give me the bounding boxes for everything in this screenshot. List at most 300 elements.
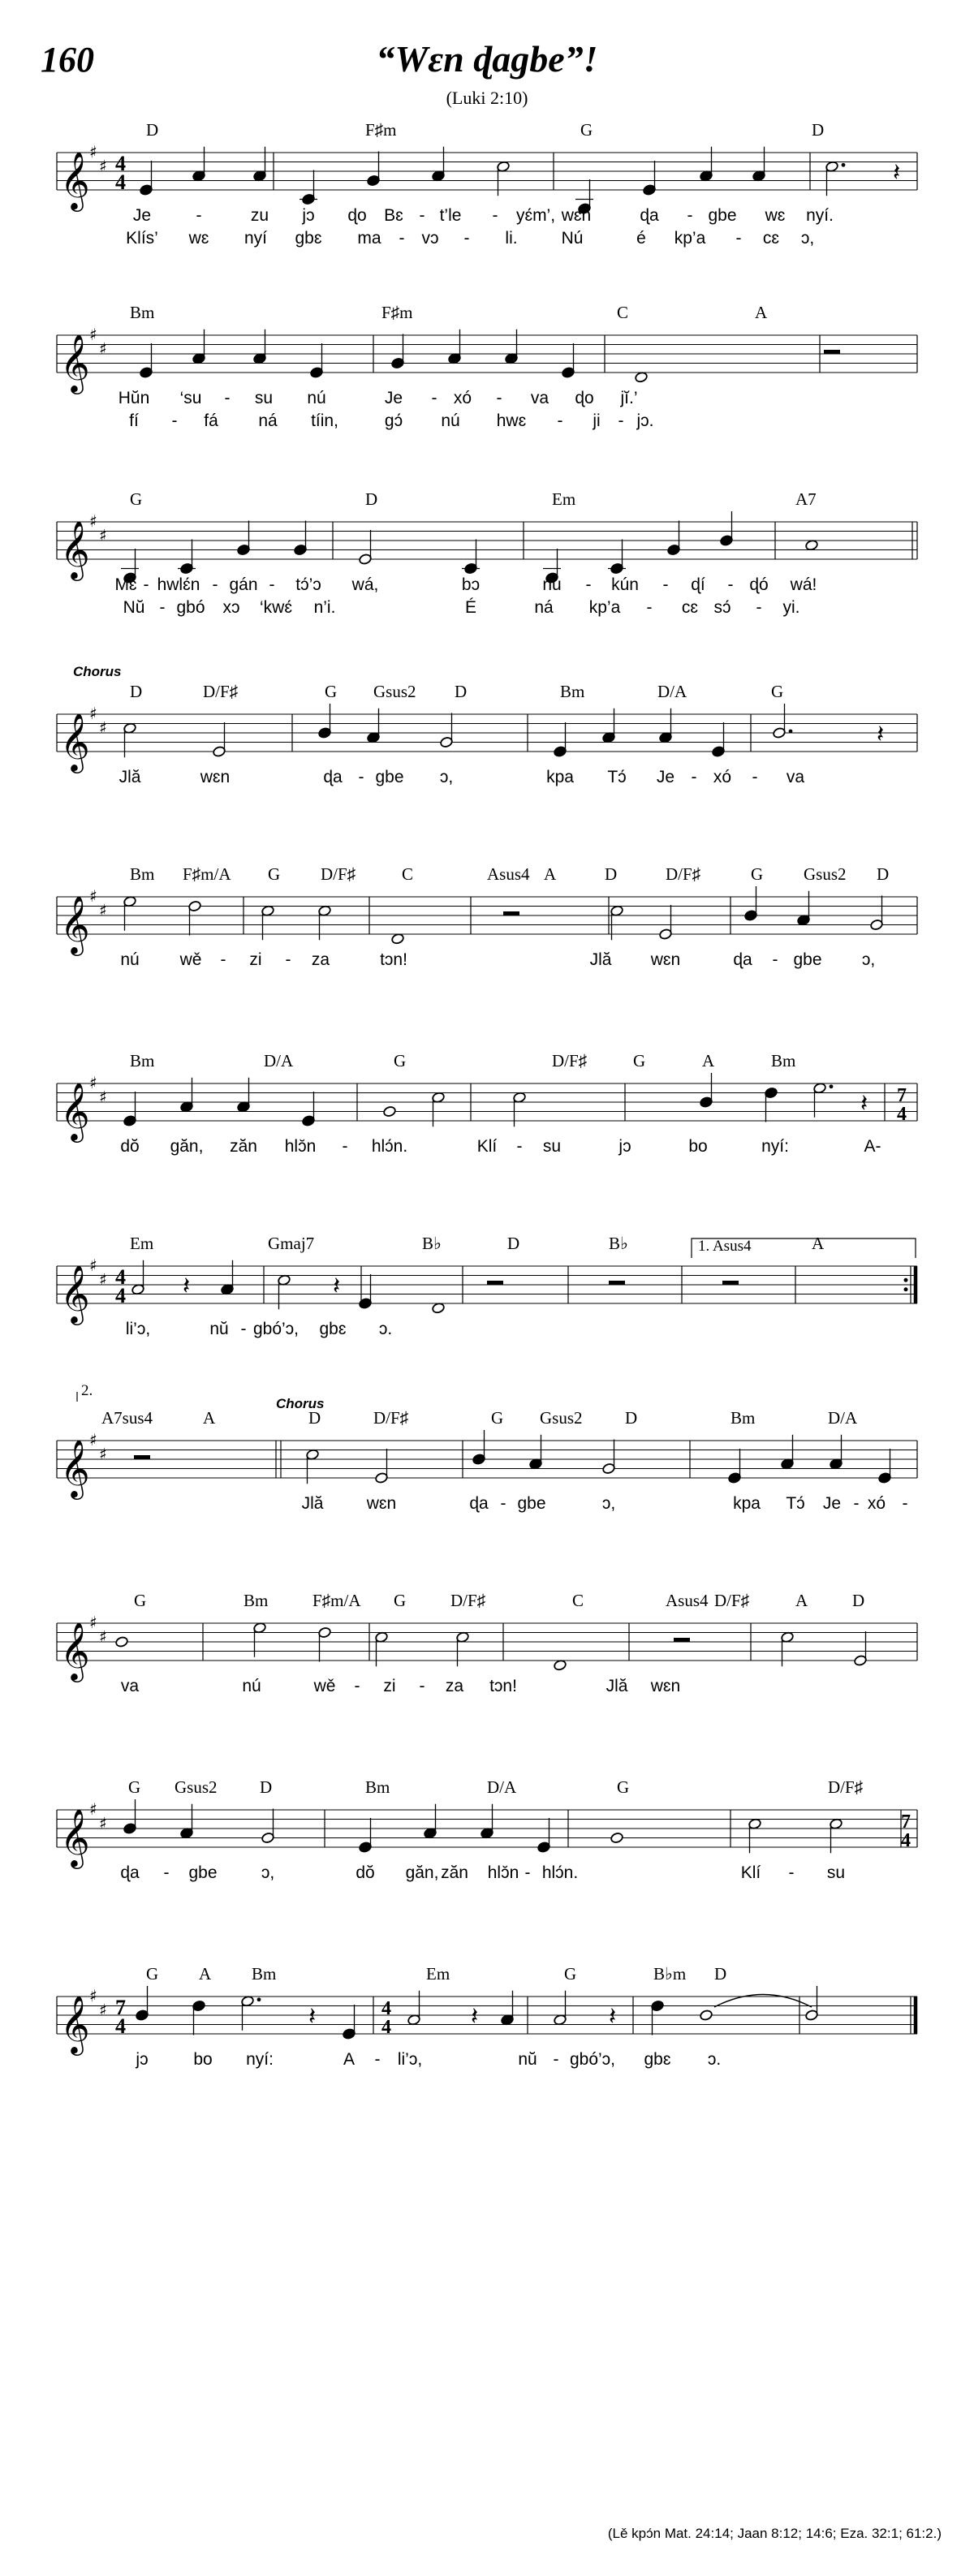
note-head [554,1659,567,1671]
note-head [813,1082,827,1094]
lyric-syllable: va [120,1677,140,1695]
lyric-syllable: tɔn! [380,950,407,969]
sharp-icon: ♯ [99,1444,107,1464]
note-head [318,727,332,739]
chord-symbol: G [633,1051,646,1070]
lyric-syllable: - [374,2050,381,2069]
note-head [391,357,405,369]
treble-clef-icon: 𝄞 [60,519,90,579]
chord-symbol: D [365,489,378,509]
lyric-syllable: - [463,229,470,248]
chord-symbol: A [544,864,557,884]
lyric-syllable: - [163,1863,170,1882]
lyric-syllable: gbɛ [644,2050,671,2069]
lyric-syllable: Jlă [119,768,141,786]
chord-symbol: Em [552,489,576,509]
chord-symbol: B♭ [422,1234,442,1253]
lyric-syllable: ɖí [691,575,705,594]
chord-symbol: D/F♯ [450,1591,486,1610]
lyric-syllable: ɖa [469,1494,489,1513]
chord-symbol: Em [130,1234,154,1253]
time-signature: 4 [381,1998,391,2019]
lyric-syllable: ɖo [347,206,367,225]
lyric-syllable: É [464,598,477,617]
sharp-icon: ♯ [89,886,97,906]
lyric-syllable: é [636,229,646,248]
note-head [805,2010,819,2022]
lyric-syllable: - [902,1494,908,1513]
chord-symbol: G [394,1051,407,1070]
note-head [830,1818,843,1830]
lyric-syllable: Jlă [301,1494,324,1513]
treble-clef-icon: 𝄞 [60,1264,90,1323]
note-head [359,1842,373,1854]
note-head [192,170,206,182]
lyric-syllable: Je [384,389,403,407]
chord-symbol: Bm [130,864,155,884]
lyric-syllable: wɛn [200,768,231,786]
time-signature: 4 [115,1265,126,1289]
note-head [830,1458,843,1470]
lyric-syllable: - [618,411,624,430]
lyric-syllable: xó [867,1494,886,1513]
note-head [456,1631,470,1643]
note-head [659,731,673,743]
time-signature: 4 [115,2014,126,2038]
lyric-syllable: bo [688,1137,708,1156]
lyric-syllable: jɔ [302,206,315,225]
lyric-syllable: jɔ. [636,411,654,430]
half-rest-icon [503,911,519,915]
sharp-icon: ♯ [89,325,97,344]
lyric-syllable: su [542,1137,562,1156]
lyric-syllable: fá [204,411,218,430]
sharp-icon: ♯ [99,2000,107,2020]
note-head [375,1472,389,1484]
note-head [306,1449,320,1461]
sharp-icon: ♯ [89,1799,97,1819]
note-head [294,544,308,556]
quarter-rest-icon: 𝄽 [893,158,901,187]
lyric-syllable: ɖa [733,950,752,969]
sharp-icon: ♯ [89,1256,97,1275]
note-head [278,1274,291,1286]
lyric-syllable: ma [357,229,381,248]
lyric-syllable: A- [864,1137,881,1156]
lyric-syllable: gbe [375,768,404,786]
chord-symbol: D [260,1777,273,1797]
chord-symbol: D/F♯ [321,864,356,884]
lyric-syllable: zăn [230,1137,257,1156]
chord-symbol: D/A [828,1408,858,1428]
lyric-syllable: kp’a [674,229,706,248]
treble-clef-icon: 𝄞 [60,150,90,209]
lyric-syllable: nu [542,575,562,594]
lyric-syllable: hwɛ [496,411,527,430]
treble-clef-icon: 𝄞 [60,712,90,771]
note-head [140,367,153,379]
note-head [781,1458,795,1470]
note-head [505,352,519,364]
scripture-reference: (Luki 2:10) [446,88,528,108]
half-rest-icon [134,1455,150,1459]
lyric-syllable: cɛ [681,598,699,617]
quarter-rest-icon: 𝄽 [860,1089,868,1118]
sharp-icon: ♯ [99,1813,107,1833]
quarter-rest-icon: 𝄽 [308,2002,317,2031]
time-signature: 4 [901,1830,911,1851]
sharp-icon: ♯ [89,1073,97,1092]
lyric-syllable: wá, [351,575,379,594]
note-head [237,1101,251,1113]
lyric-syllable: nŭ [518,2050,537,2069]
lyric-syllable: ɔ, [439,768,454,786]
note-head [310,367,324,379]
chord-symbol: C [572,1591,584,1610]
chord-symbol: G [580,120,593,140]
chord-symbol: Em [426,1964,450,1984]
note-head [123,1823,137,1835]
lyric-syllable: jɔ [618,1137,631,1156]
chord-symbol: D [812,120,825,140]
note-head [136,2010,149,2022]
chord-symbol: Gmaj7 [268,1234,315,1253]
sharp-icon: ♯ [89,142,97,162]
lyric-syllable: dŏ [356,1863,375,1882]
note-head [481,1827,494,1839]
note-head [744,910,758,922]
note-head [432,1092,446,1104]
lyric-syllable: kún [611,575,639,594]
chord-symbol: D [714,1964,727,1984]
half-rest-icon [609,1281,625,1285]
note-head [391,933,405,945]
note-head [318,1626,332,1639]
note-head [180,1827,194,1839]
lyric-syllable: wɛn [650,1677,681,1695]
dot [842,163,846,167]
chord-symbol: D [130,682,143,701]
lyric-syllable: li. [505,229,518,248]
note-head [602,731,616,743]
time-signature: 4 [381,2017,391,2038]
note-head [140,184,153,196]
chord-symbol: B♭ [609,1234,628,1253]
lyric-syllable: hlɔ́n. [371,1137,408,1156]
note-head [825,161,839,173]
lyric-syllable: - [240,1320,247,1338]
chord-symbol: G [751,864,764,884]
lyric-syllable: zi [249,950,262,969]
chord-symbol: D [308,1408,321,1428]
lyric-syllable: - [159,598,166,617]
lyric-syllable: gɔ́ [384,411,403,430]
staff-system-9 [0,1574,974,1712]
note-head [513,1092,527,1104]
lyric-syllable: ɔ. [378,1320,393,1338]
note-head [448,352,462,364]
chord-symbol: D/A [264,1051,294,1070]
staff-system-3 [0,473,974,617]
note-head [667,544,681,556]
sharp-icon: ♯ [99,156,107,176]
sharp-icon: ♯ [89,1613,97,1632]
lyric-syllable: - [585,575,592,594]
quarter-rest-icon: 𝄽 [877,720,885,749]
lyric-syllable: - [752,768,758,786]
note-head [700,2010,713,2022]
sharp-icon: ♯ [99,717,107,738]
lyric-syllable: Bɛ [384,206,403,225]
note-head [221,1283,235,1295]
lyric-syllable: tɔ́’ɔ [295,575,321,594]
lyric-syllable: nú [307,389,326,407]
lyric-syllable: - [354,1677,360,1695]
note-head [318,905,332,917]
repeat-dot [904,1278,908,1282]
lyric-syllable: Je [132,206,152,225]
note-head [781,1631,795,1643]
volta-label: 2. [81,1382,93,1399]
note-head [554,2014,567,2026]
lyric-syllable: kp’a [588,598,621,617]
chord-symbol: A7 [795,489,817,509]
lyric-syllable: zu [250,206,269,225]
lyric-syllable: - [516,1137,523,1156]
chord-symbol: A [812,1234,825,1253]
sharp-icon: ♯ [89,704,97,723]
lyric-syllable: - [735,229,742,248]
chord-symbol: B♭m [653,1964,687,1984]
time-signature: 7 [897,1085,907,1106]
lyric-syllable: - [557,411,563,430]
treble-clef-icon: 𝄞 [60,1438,90,1497]
time-signature: 7 [901,1811,911,1833]
note-head [213,746,226,758]
sharp-icon: ♯ [99,525,107,545]
lyric-syllable: - [285,950,291,969]
lyric-syllable: va [530,389,549,407]
note-head [192,2000,206,2012]
volta-label: 1. Asus4 [698,1238,752,1255]
lyric-syllable: Jlă [589,950,612,969]
chord-symbol: Bm [244,1591,269,1610]
chord-symbol: G [617,1777,630,1797]
lyric-syllable: wɛn [561,206,592,225]
note-head [805,539,819,551]
lyric-syllable: jĭ.’ [620,389,638,407]
lyric-syllable: - [524,1863,531,1882]
chord-symbol: D/F♯ [552,1051,588,1070]
lyric-syllable: wě [179,950,202,969]
chord-symbol: A [755,303,768,322]
lyric-syllable: hlɔ̆n [284,1137,317,1156]
note-head [472,1454,486,1466]
lyric-syllable: va [786,768,805,786]
lyric-syllable: - [431,389,437,407]
staff-system-8 [0,1382,974,1530]
quarter-rest-icon: 𝄽 [609,2002,617,2031]
lyric-syllable: sɔ́ [713,598,731,617]
note-head [635,371,649,383]
lyric-syllable: yɛ́m’, [515,206,556,225]
chord-symbol: D/F♯ [373,1408,409,1428]
note-head [180,1101,194,1113]
lyric-syllable: - [342,1137,348,1156]
lyric-syllable: gbe [708,206,737,225]
note-head [123,895,137,907]
sharp-icon: ♯ [99,1626,107,1647]
lyric-syllable: gbó [176,598,205,617]
chord-symbol: G [771,682,784,701]
note-head [643,184,657,196]
note-head [700,1096,713,1109]
lyric-syllable: - [419,206,425,225]
lyric-syllable: wɛ [188,229,209,248]
lyric-syllable: tɔn! [489,1677,517,1695]
lyric-syllable: zăn [441,1863,468,1882]
note-head [375,1631,389,1643]
hymn-number: 160 [41,40,94,80]
chord-symbol: D/F♯ [203,682,239,701]
lyric-syllable: Jlă [606,1677,628,1695]
chord-symbol: D/F♯ [714,1591,750,1610]
treble-clef-icon: 𝄞 [60,333,90,392]
lyric-syllable: t’le [439,206,462,225]
lyric-syllable: găn, [405,1863,439,1882]
chord-symbol: Bm [130,303,155,322]
lyric-syllable: xó [713,768,732,786]
lyric-syllable: - [224,389,231,407]
lyric-syllable: li’ɔ, [397,2050,423,2069]
chorus-label: Chorus [73,664,122,679]
lyric-syllable: vɔ [421,229,439,248]
note-head [773,727,787,739]
time-signature: 4 [115,170,126,194]
note-head [253,1622,267,1634]
lyric-syllable: ná [258,411,278,430]
chord-symbol: F♯m [381,303,413,322]
lyric-syllable: - [646,598,653,617]
half-rest-icon [487,1281,503,1285]
note-head [131,1283,145,1295]
lyric-syllable: - [492,206,498,225]
staff [0,666,974,803]
lyric-syllable: - [788,1863,795,1882]
treble-clef-icon: 𝄞 [60,1994,90,2053]
note-head [529,1458,543,1470]
lyric-syllable: xó [453,389,472,407]
chord-symbol: G [128,1777,141,1797]
note-head [367,174,381,187]
chord-symbol: F♯m [365,120,397,140]
note-head [554,746,567,758]
sharp-icon: ♯ [89,1986,97,2005]
lyric-syllable: dŏ [120,1137,140,1156]
lyric-syllable: Hŭn [118,389,150,407]
chord-symbol: G [134,1591,147,1610]
note-head [261,905,275,917]
lyric-syllable: Nú [561,229,584,248]
note-head [359,1298,373,1310]
quarter-rest-icon: 𝄽 [471,2002,479,2031]
lyric-syllable: bo [193,2050,213,2069]
chord-symbol: G [564,1964,577,1984]
note-head [123,722,137,734]
lyric-syllable: Klís’ [126,229,158,248]
chord-symbol: F♯m/A [183,864,231,884]
note-head [115,1636,129,1648]
lyric-syllable: zi [383,1677,396,1695]
lyric-syllable: ɔ, [601,1494,616,1513]
lyric-syllable: ɔ, [861,950,876,969]
lyric-syllable: Je [656,768,675,786]
sharp-icon: ♯ [89,511,97,531]
lyric-syllable: - [553,2050,559,2069]
half-rest-icon [674,1638,690,1642]
note-head [537,1842,551,1854]
lyric-syllable: wɛn [650,950,681,969]
half-rest-icon [722,1281,739,1285]
lyric-syllable: - [756,598,762,617]
lyric-syllable: kpa [733,1494,761,1513]
note-head [383,1105,397,1118]
chord-symbol: D [605,864,618,884]
note-head [123,1115,137,1127]
chord-symbol: G [394,1591,407,1610]
lyric-syllable: ɔ. [707,2050,722,2069]
lyric-syllable: Tɔ́ [786,1494,805,1513]
staff-system-1 [0,104,974,248]
note-head [797,914,811,926]
lyric-syllable: ɖó [749,575,769,594]
half-rest-icon [824,350,840,354]
note-head [651,2000,665,2012]
note-head [432,170,446,182]
note-head [870,919,884,931]
note-head [440,736,454,748]
lyric-syllable: za [311,950,330,969]
chord-symbol: Bm [560,682,585,701]
sharp-icon: ♯ [99,1269,107,1290]
time-signature: 4 [115,1284,126,1307]
staff-system-6 [0,1035,974,1173]
lyric-syllable: - [399,229,405,248]
chord-symbol: Asus4 [666,1591,709,1610]
chord-symbol: Bm [365,1777,390,1797]
lyric-syllable: su [254,389,274,407]
lyric-syllable: ɖa [640,206,659,225]
lyric-syllable: gán [229,575,258,594]
lyric-syllable: nú [120,950,140,969]
lyric-syllable: - [691,768,697,786]
note-head [253,170,267,182]
note-head [302,1115,316,1127]
note-head [712,746,726,758]
lyric-syllable: A [343,2050,356,2069]
chord-symbol: D/F♯ [666,864,701,884]
lyric-syllable: ‘su [179,389,202,407]
quarter-rest-icon: 𝄽 [183,1272,191,1301]
lyric-syllable: - [220,950,226,969]
chord-symbol: Asus4 [487,864,530,884]
note-head [192,352,206,364]
note-head [241,1995,255,2007]
chord-symbol: G [146,1964,159,1984]
chord-symbol: A7sus4 [101,1408,153,1428]
note-head [854,1655,868,1667]
lyric-syllable: nyí: [246,2050,274,2069]
